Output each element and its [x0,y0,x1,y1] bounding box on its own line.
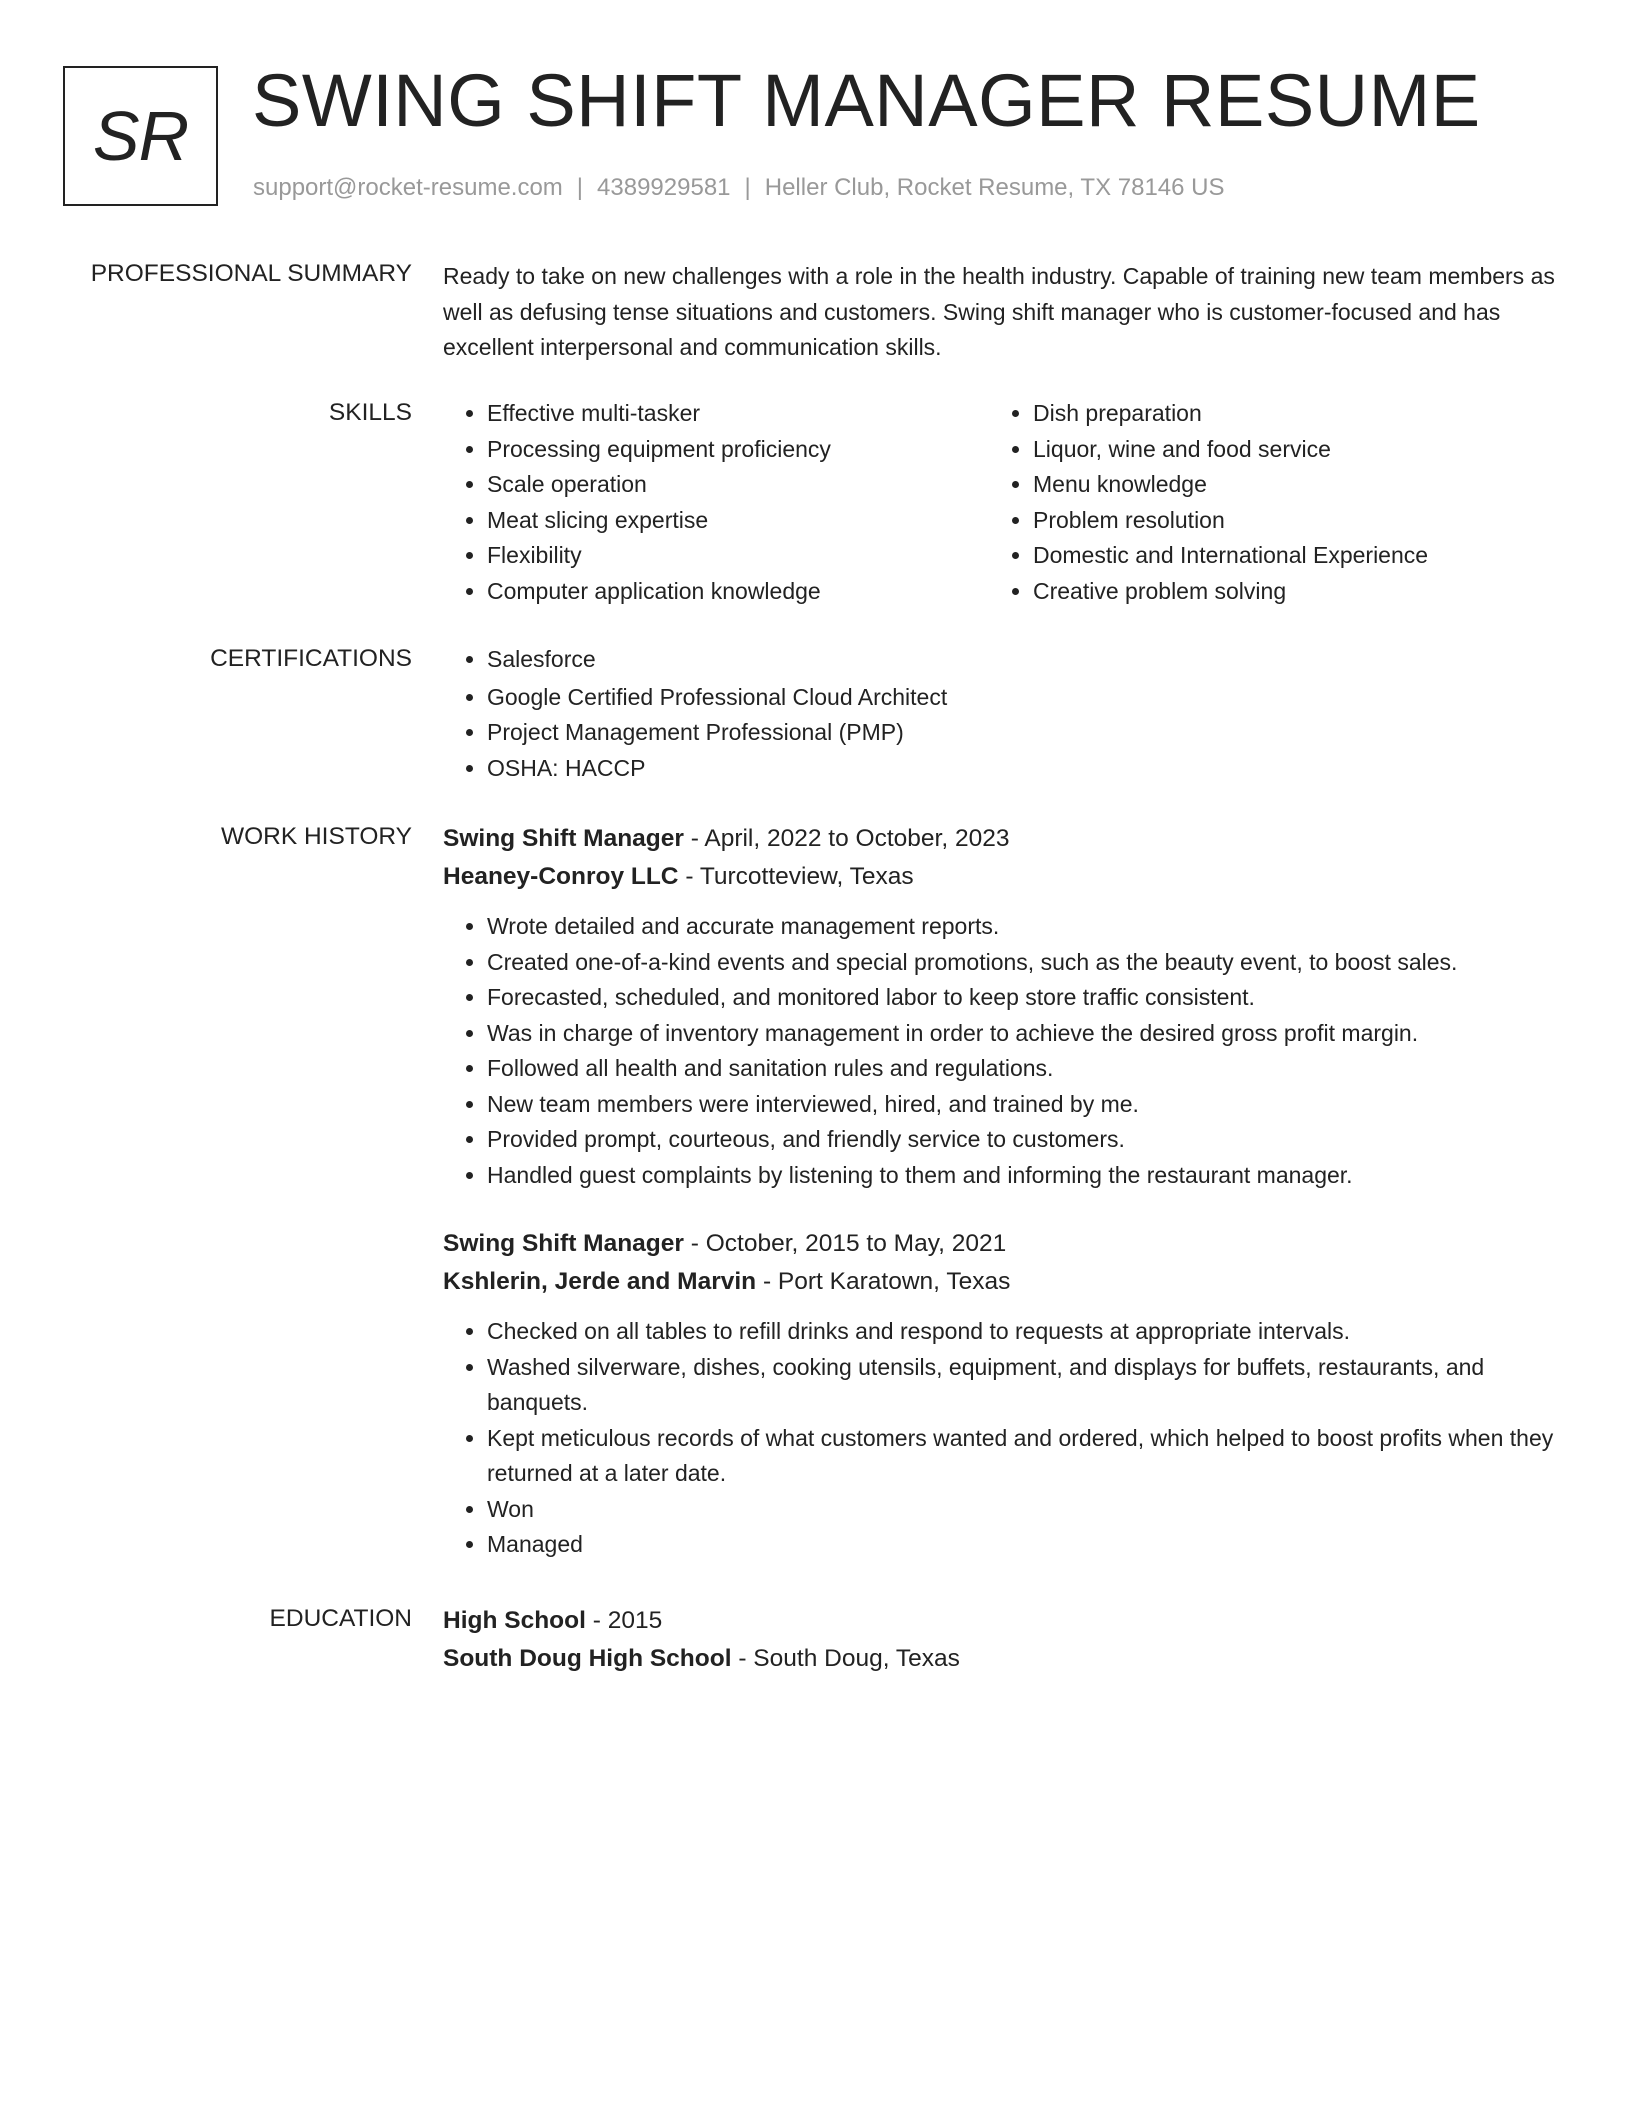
job-title: Swing Shift Manager [443,825,684,852]
job-company-line [443,1263,1558,1301]
job-dates: - April, 2022 to October, 2023 [683,825,1010,852]
job-duty-item: • New team members were interviewed, hired, and trained by me. [487,1087,1558,1123]
skill-item: • Liquor, wine and food service [1033,432,1593,468]
job-dates: - October, 2015 to May, 2021 [683,1230,1007,1257]
job-company-line [443,858,1558,896]
job-location: - Turcotteview, Texas [678,862,914,890]
job-location: - Port Karatown, Texas [756,1267,1011,1295]
work-history-body [443,820,1558,1563]
section-label-education: EDUCATION [269,1605,412,1632]
job-duty-item: • Forecasted, scheduled, and monitored labor to keep store traffic consistent. [487,980,1558,1016]
job-duty-item: • Washed silverware, dishes, cooking utensils, equipment, and displays for buffets, restaurants, and banquets. [487,1350,1558,1421]
job-duties-list [443,1314,1558,1563]
skill-item: • Flexibility [487,538,987,574]
job-heading [443,820,1558,858]
education-location: - South Doug, Texas [731,1644,960,1672]
skill-item: • Processing equipment proficiency [487,432,987,468]
skill-item: • Dish preparation [1033,396,1593,432]
monogram-initials: SR [92,97,189,175]
skill-item: • Creative problem solving [1033,574,1593,610]
job-duty-item: • Wrote detailed and accurate management reports. [487,909,1558,945]
job-duty-item: • Checked on all tables to refill drinks and respond to requests at appropriate intervals. [487,1314,1558,1350]
certification-item: • Google Certified Professional Cloud Architect [487,680,1558,716]
resume-title: SWING SHIFT MANAGER RESUME [252,59,1481,142]
job-duty-item: • Handled guest complaints by listening to them and informing the restaurant manager. [487,1158,1558,1194]
job-heading [443,1225,1558,1263]
skill-item: • Scale operation [487,467,987,503]
job-duty-item: • Won [487,1492,1558,1528]
education-body [443,1602,1558,1677]
section-label-summary: PROFESSIONAL SUMMARY [90,260,412,287]
job-duty-item: • Kept meticulous records of what customers wanted and ordered, which helped to boost profits when they returned at a later date. [487,1421,1558,1492]
contact-phone[interactable]: 4389929581 [597,174,731,201]
skill-item: • Problem resolution [1033,503,1593,539]
contact-email[interactable]: support@rocket-resume.com [253,174,563,201]
summary-body [443,259,1558,366]
education-year: - 2015 [585,1607,663,1634]
job-company: Heaney-Conroy LLC [443,862,679,890]
job-duty-item: • Managed [487,1527,1558,1563]
job-duties-list [443,909,1558,1193]
skills-list-right [989,396,1593,609]
certifications-body [443,642,1558,786]
education-school: South Doug High School [443,1644,732,1672]
certification-item: • Salesforce [487,642,1558,678]
education-degree: High School [443,1607,586,1634]
contact-line [253,172,1225,204]
monogram-badge [63,66,218,206]
job-duty-item: • Created one-of-a-kind events and special promotions, such as the beauty event, to boost sales. [487,945,1558,981]
contact-separator: | [576,174,584,201]
section-label-work-history: WORK HISTORY [220,823,412,850]
job-entry [443,820,1558,1193]
job-duty-item: • Provided prompt, courteous, and friendly service to customers. [487,1122,1558,1158]
skill-item: • Effective multi-tasker [487,396,987,432]
job-title: Swing Shift Manager [443,1230,684,1257]
skills-list-left [443,396,987,609]
skill-item: • Computer application knowledge [487,574,987,610]
summary-text: Ready to take on new challenges with a role in the health industry. Capable of training new team members as well as defusing tense situations and customers. Swing shift manager who is customer-focused and has excellent interpersonal and communication skills. [443,263,1555,360]
education-degree-line [443,1602,1558,1640]
section-label-certifications: CERTIFICATIONS [210,645,412,672]
job-company: Kshlerin, Jerde and Marvin [443,1267,757,1295]
job-duty-item: • Was in charge of inventory management in order to achieve the desired gross profit margin. [487,1016,1558,1052]
certification-item: • OSHA: HACCP [487,751,1558,787]
skill-item: • Domestic and International Experience [1033,538,1593,574]
skill-item: • Meat slicing expertise [487,503,987,539]
education-school-line [443,1640,1558,1678]
contact-separator: | [744,174,751,201]
skill-item: • Menu knowledge [1033,467,1593,503]
certifications-list [443,642,1558,786]
contact-address: Heller Club, Rocket Resume, TX 78146 US [764,174,1225,201]
job-duty-item: • Followed all health and sanitation rules and regulations. [487,1051,1558,1087]
certification-item: • Project Management Professional (PMP) [487,715,1558,751]
job-entry [443,1225,1558,1563]
section-label-skills: SKILLS [328,399,412,426]
